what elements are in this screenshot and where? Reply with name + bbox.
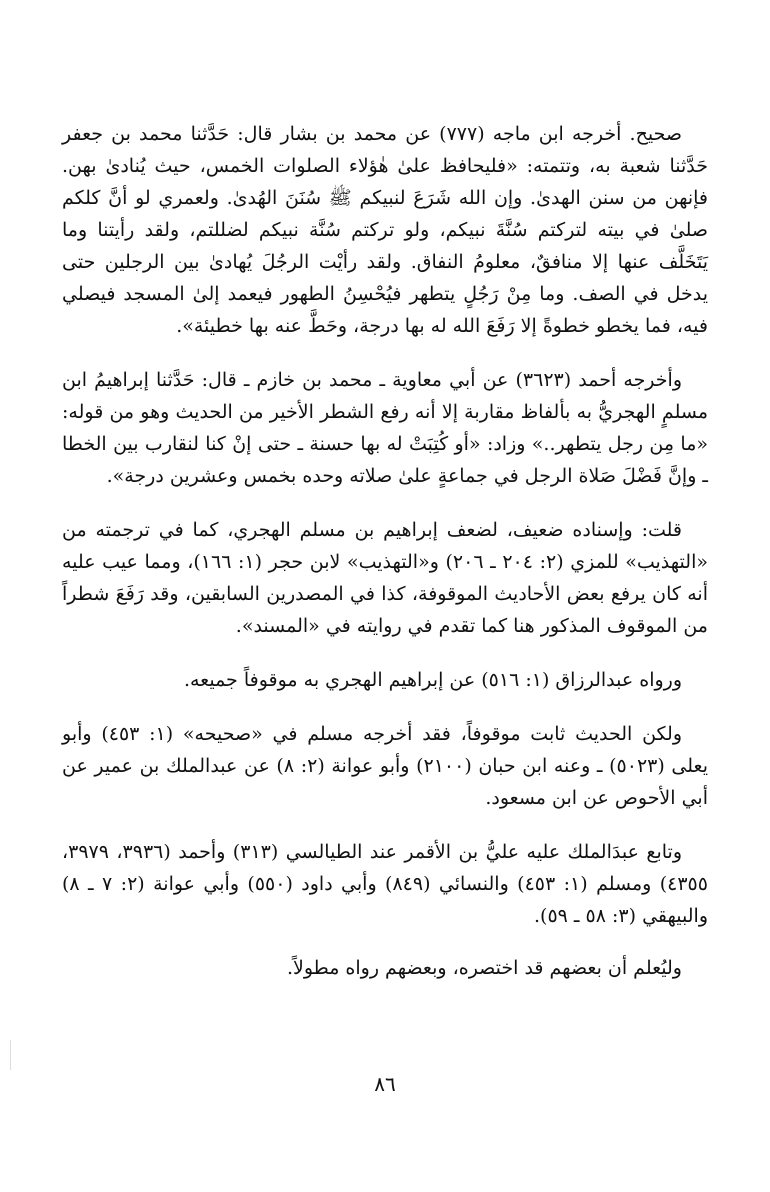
paragraph-isnad-weakness: قلت: وإسناده ضعيف، لضعف إبراهيم بن مسلم الهجري، كما في ترجمته من «التهذيب» للمزي (٢: ٢٠٤ ـ ٢٠٦) و«التهذيب» لابن حجر (١: ١٦٦)، ومما عيب عليه أنه كان يرفع بعض الأحاديث الموقوفة، كذا في المصدرين السابقين، وقد رَفَعَ شطراً من الموقوف المذكور هنا كما تقدم في روايته في «المسند».	[62, 519, 708, 637]
page-body	[62, 118, 708, 984]
paragraph-mutabaah: وتابع عبدَالملك عليه عليُّ بن الأقمر عند الطيالسي (٣١٣) وأحمد (٣٩٣٦، ٣٩٧٩، ٤٣٥٥) ومسلم (١: ٤٥٣) والنسائي (٨٤٩) وأبي داود (٥٥٠) وأبي عوانة (٢: ٧ ـ ٨) والبيهقي (٣: ٥٨ ـ ٥٩).	[62, 841, 708, 927]
paragraph-hadith-text: صحيح. أخرجه ابن ماجه (٧٧٧) عن محمد بن بشار قال: حَدَّثنا محمد بن جعفر حَدَّثنا شعبة به، وتتمته: «فليحافظ علىٰ هٰؤلاء الصلوات الخمس، حيث يُنادىٰ بهن. فإنهن من سنن الهدىٰ. وإن الله شَرَعَ لنبيكم ﷺ سُنَنَ الهُدىٰ. ولعمري لو أنَّ كلكم صلىٰ في بيته لتركتم سُنَّةَ نبيكم، ولو تركتم سُنَّة نبيكم لضللتم، ولقد رأيتنا وما يَتَخَلَّف عنها إلا منافقٌ، معلومُ النفاق. ولقد رأيْت الرجُلَ يُهادىٰ بين الرجلين حتى يدخل في الصف. وما مِنْ رَجُلٍ يتطهر فيُحْسِنُ الطهور فيعمد إلىٰ المسجد فيصلي فيه، فما يخطو خطوةً إلا رَفَعَ الله له بها درجة، وحَطَّ عنه بها خطيئة».	[62, 123, 708, 337]
paragraph-closing-note: وليُعلم أن بعضهم قد اختصره، وبعضهم رواه مطولاً.	[286, 957, 682, 979]
page-number: ٨٦	[374, 1072, 396, 1096]
paragraph-ahmad-narration: وأخرجه أحمد (٣٦٢٣) عن أبي معاوية ـ محمد بن خازم ـ قال: حَدَّثنا إبراهيمُ ابن مسلمٍ الهجريُّ به بألفاظ مقاربة إلا أنه رفع الشطر الأخير من الحديث وهو من قوله: «ما مِن رجل يتطهر..» وزاد: «أو كُتِبَتْ له بها حسنة ـ حتى إنْ كنا لنقارب بين الخطا ـ وإنَّ فَضْلَ صَلاة الرجل في جماعةٍ علىٰ صلاته وحده بخمس وعشرين درجة».	[62, 369, 708, 487]
paragraph-abdulrazzaq: ورواه عبدالرزاق (١: ٥١٦) عن إبراهيم الهجري به موقوفاً جميعه.	[183, 669, 682, 691]
margin-rule	[10, 1040, 11, 1070]
paragraph-muslim-mawquf: ولكن الحديث ثابت موقوفاً، فقد أخرجه مسلم في «صحيحه» (١: ٤٥٣) وأبو يعلى (٥٠٢٣) ـ وعنه ابن حبان (٢١٠٠) وأبو عوانة (٢: ٨) عن عبدالملك بن عمير عن أبي الأحوص عن ابن مسعود.	[62, 723, 708, 809]
